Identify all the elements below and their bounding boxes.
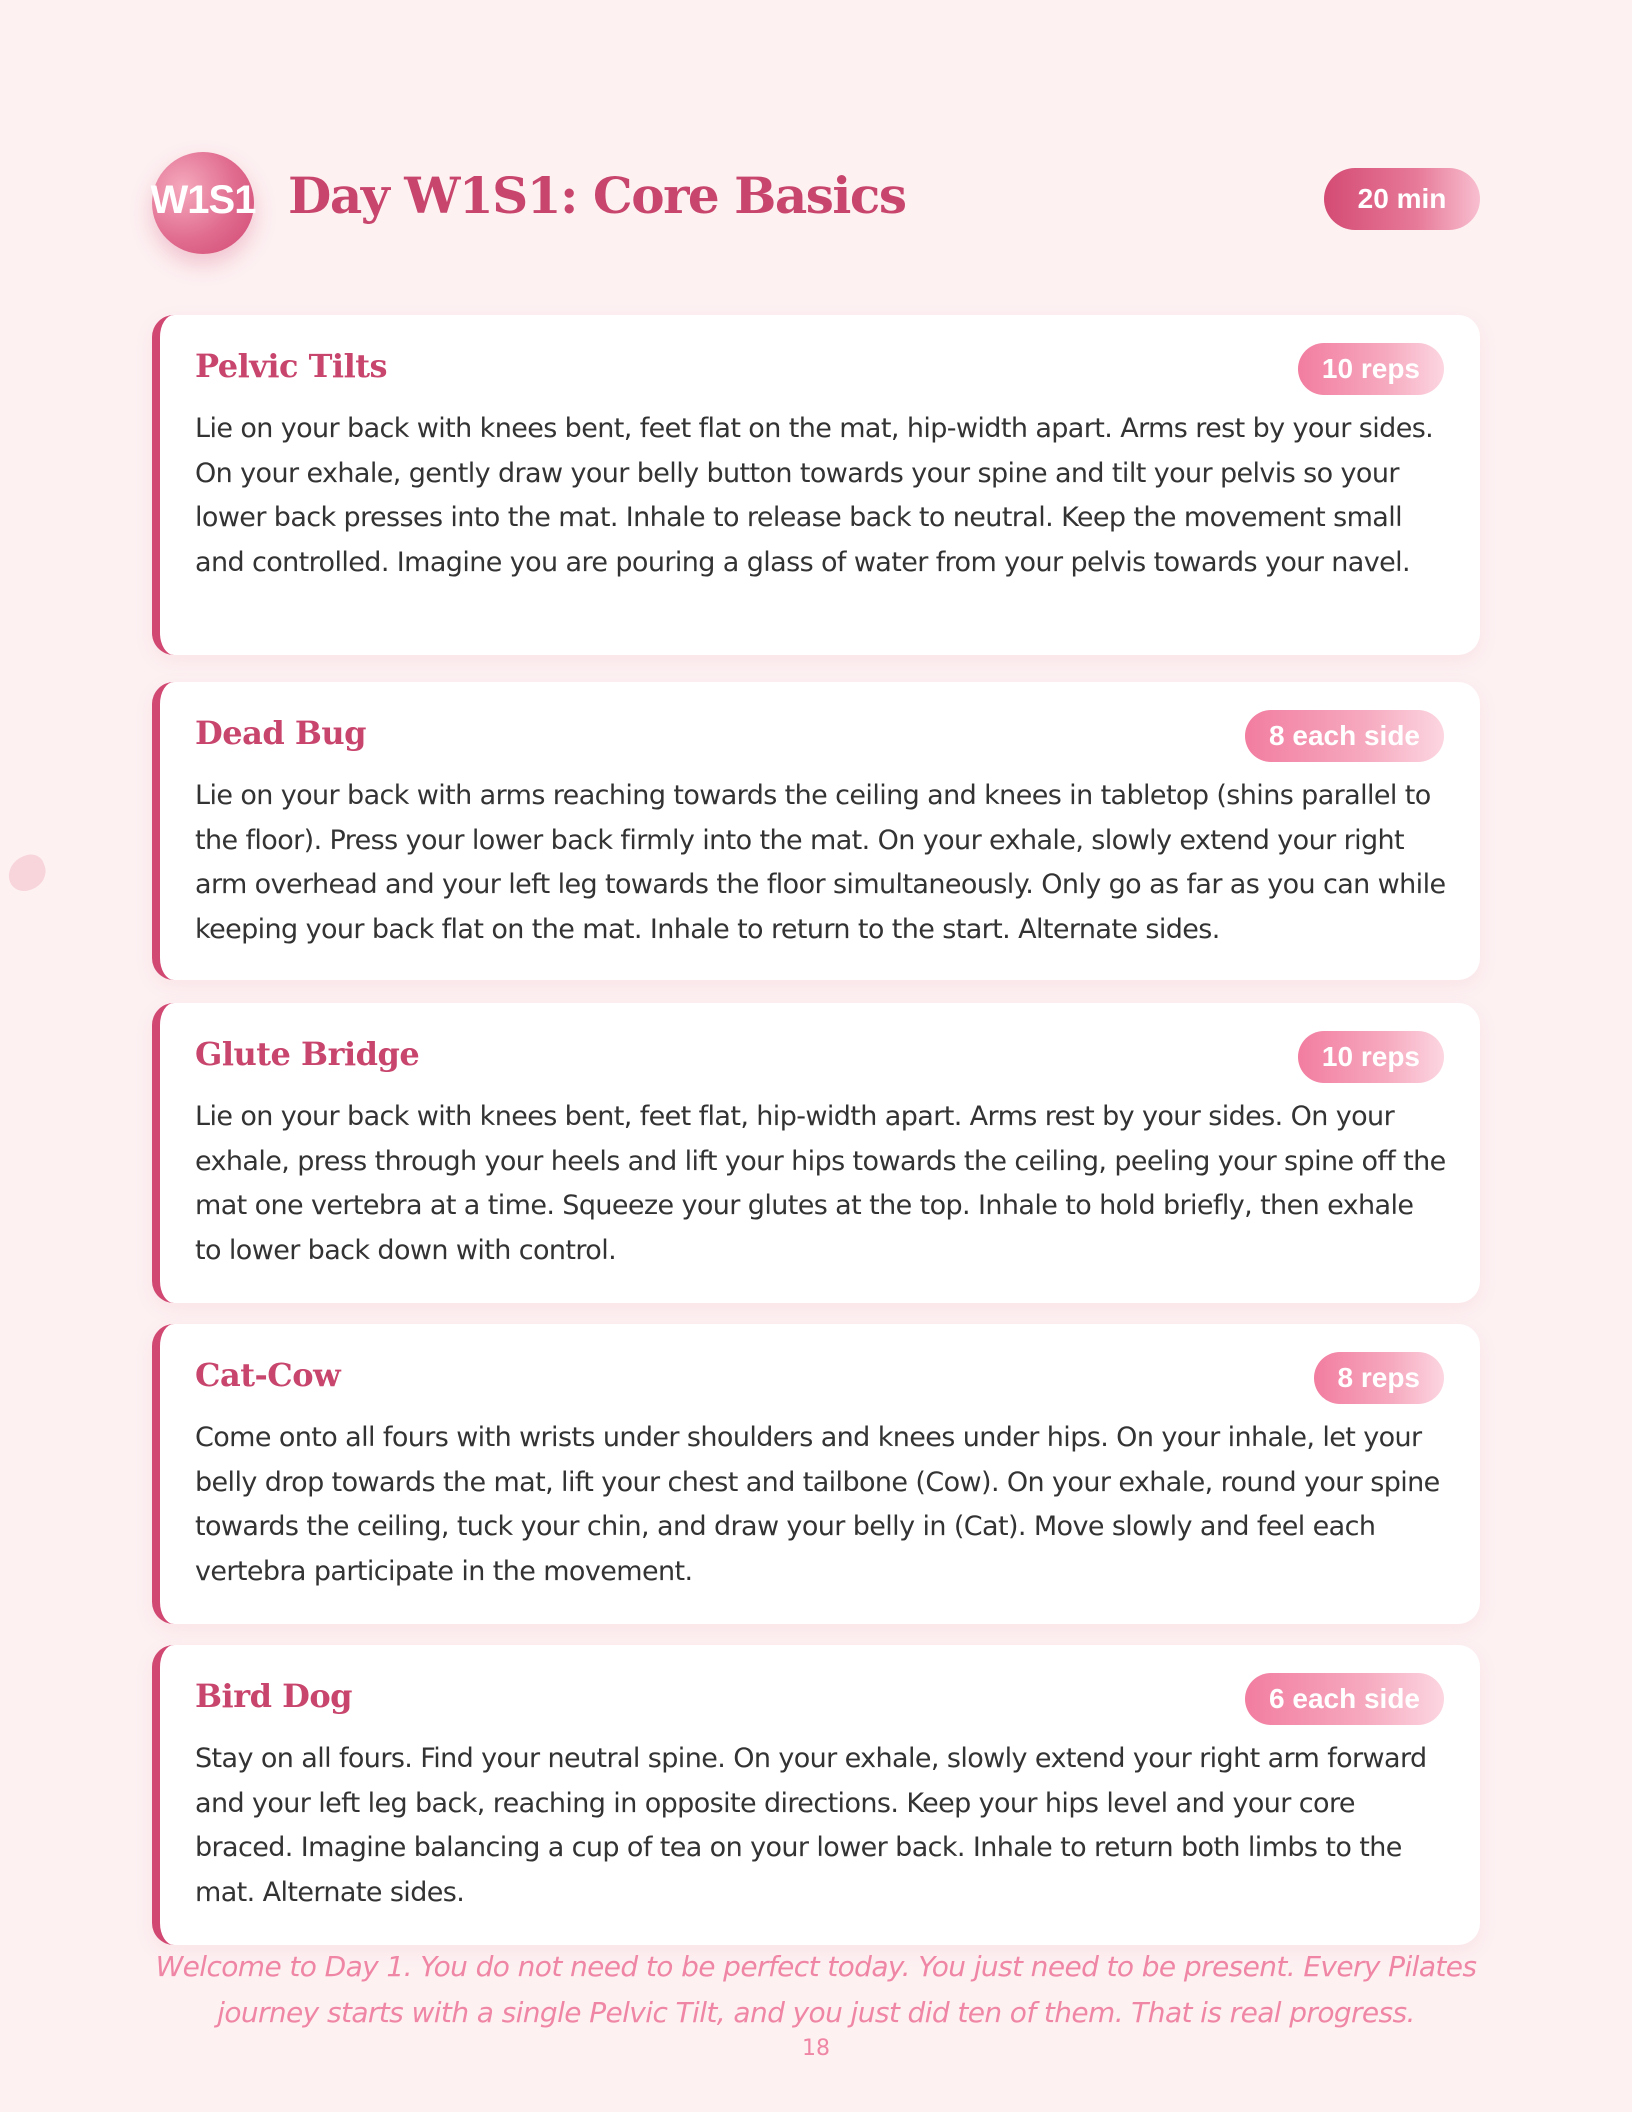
motivational-quote: Welcome to Day 1. You do not need to be perfect today. You just need to be present. Every Pilates journey starts with a single Pelvic Tilt, and you just did ten of them. That is real progress.	[155, 1950, 1477, 2029]
exercise-card-bird-dog	[152, 1645, 1480, 1945]
decorative-petal	[3, 851, 50, 896]
exercise-description: Lie on your back with arms reaching towards the ceiling and knees in tabletop (shins parallel to the floor). Press your lower back firmly into the mat. On your exhale, slowly extend your right arm overhead and your left leg towards the floor simultaneously. Only go as far as you can while keeping your back flat on the mat. Inhale to return to the start. Alternate sides.	[195, 780, 1446, 945]
exercise-card-dead-bug	[152, 682, 1480, 980]
page-header	[152, 148, 1480, 256]
page-number: 18	[802, 2036, 830, 2061]
duration-pill: 20 min	[1324, 168, 1480, 230]
exercise-title: Bird Dog	[195, 1677, 353, 1715]
exercise-title: Dead Bug	[195, 714, 367, 752]
exercise-card-glute-bridge	[152, 1003, 1480, 1303]
exercise-card-cat-cow	[152, 1324, 1480, 1624]
exercise-description: Come onto all fours with wrists under shoulders and knees under hips. On your inhale, let your belly drop towards the mat, lift your chest and tailbone (Cow). On your exhale, round your spine towards the ceiling, tuck your chin, and draw your belly in (Cat). Move slowly and feel each vertebra participate in the movement.	[195, 1422, 1440, 1587]
reps-pill: 8 reps	[1314, 1352, 1445, 1404]
page-title: Day W1S1: Core Basics	[288, 166, 906, 225]
exercise-description: Stay on all fours. Find your neutral spine. On your exhale, slowly extend your right arm forward and your left leg back, reaching in opposite directions. Keep your hips level and your core braced. Imagine balancing a cup of tea on your lower back. Inhale to return both limbs to the mat. Alternate sides.	[195, 1743, 1427, 1908]
reps-pill: 6 each side	[1245, 1673, 1444, 1725]
exercise-title: Cat-Cow	[195, 1356, 341, 1394]
day-badge-label: W1S1	[150, 178, 256, 222]
exercise-description: Lie on your back with knees bent, feet flat, hip-width apart. Arms rest by your sides. On your exhale, press through your heels and lift your hips towards the ceiling, peeling your spine off the mat one vertebra at a time. Squeeze your glutes at the top. Inhale to hold briefly, then exhale to lower back down with control.	[195, 1101, 1446, 1266]
exercise-title: Glute Bridge	[195, 1035, 420, 1073]
exercise-card-pelvic-tilts	[152, 315, 1480, 655]
exercise-title: Pelvic Tilts	[195, 347, 388, 385]
reps-pill: 10 reps	[1298, 343, 1444, 395]
reps-pill: 8 each side	[1245, 710, 1444, 762]
exercise-description: Lie on your back with knees bent, feet flat on the mat, hip-width apart. Arms rest by your sides. On your exhale, gently draw your belly button towards your spine and tilt your pelvis so your lower back presses into the mat. Inhale to release back to neutral. Keep the movement small and controlled. Imagine you are pouring a glass of water from your pelvis towards your navel.	[195, 413, 1434, 578]
reps-pill: 10 reps	[1298, 1031, 1444, 1083]
